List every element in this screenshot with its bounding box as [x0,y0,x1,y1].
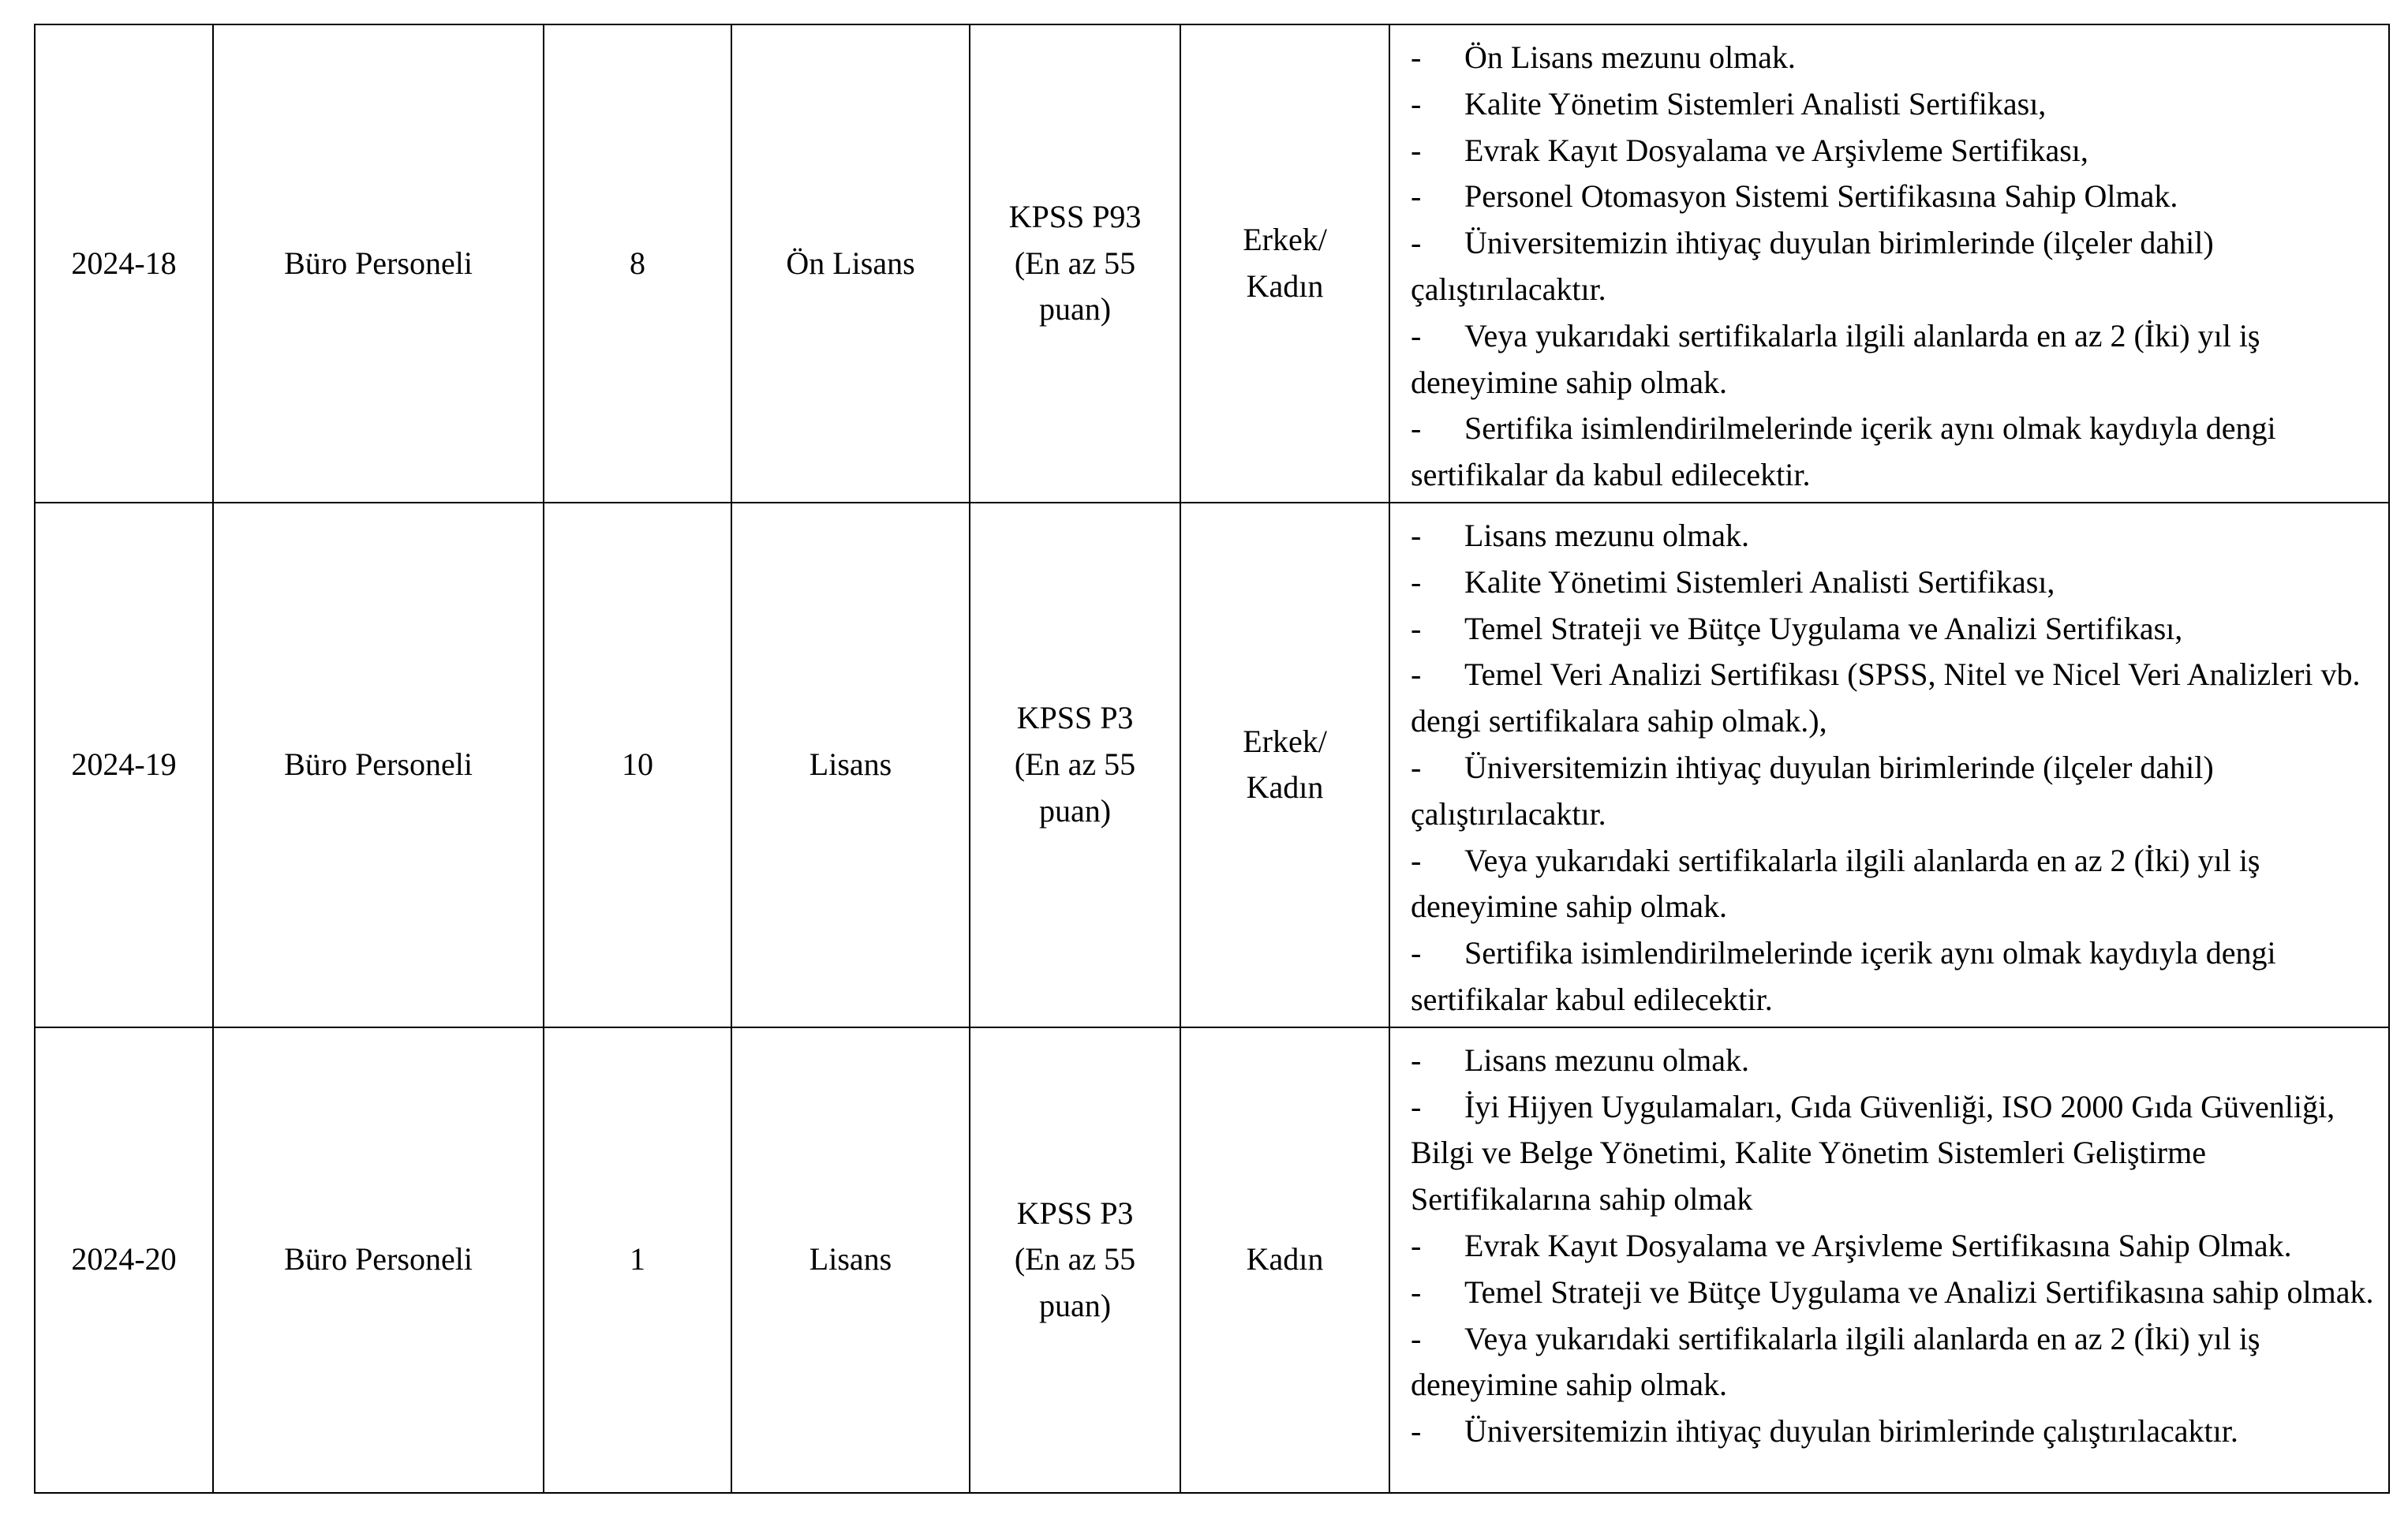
requirement-text: Personel Otomasyon Sistemi Sertifikasına Sahip Olmak. [1464,178,2178,215]
gender-line: Kadın [1246,267,1324,304]
requirement-item [1411,1270,2380,1316]
requirement-text: Veya yukarıdaki sertifikalarla ilgili alanlarda en az 2 (İki) yıl iş deneyimine sahip olmak. [1411,317,2260,400]
kpss-requirement-line: (En az 55 [1014,245,1136,281]
requirement-item [1411,1316,2380,1409]
requirement-text: İyi Hijyen Uygulamaları, Gıda Güvenliği, ISO 2000 Gıda Güvenliği, Bilgi ve Belge Yönetimi, Kalite Yönetim Sistemleri Geliştirme Sertifikalarına sahip olmak [1411,1088,2335,1218]
requirements-cell [1389,24,2389,503]
requirements-cell [1389,503,2389,1027]
table-row [35,503,2389,1027]
gender-line: Kadın [1246,1241,1324,1277]
bullet-dash: - [1411,317,1422,354]
requirement-item [1411,559,2380,606]
requirement-item [1411,745,2380,838]
gender [1180,503,1389,1027]
requirement-text: Sertifika isimlendirilmelerinde içerik aynı olmak kaydıyla dengi sertifikalar kabul edilecektir. [1411,935,2276,1017]
bullet-dash: - [1411,1320,1422,1356]
position-title: Büro Personeli [213,1027,544,1493]
kpss-requirement-line: puan) [1038,792,1112,829]
bullet-dash: - [1411,517,1422,553]
bullet-dash: - [1411,1042,1422,1078]
requirement-text: Evrak Kayıt Dosyalama ve Arşivleme Sertifikasına Sahip Olmak. [1464,1227,2292,1263]
kpss-requirement [970,503,1180,1027]
requirement-text: Temel Veri Analizi Sertifikası (SPSS, Nitel ve Nicel Veri Analizleri vb. dengi sertifikalara sahip olmak.), [1411,656,2361,739]
gender-line: Erkek/ [1243,222,1327,258]
bullet-dash: - [1411,225,1422,261]
requirement-item [1411,838,2380,931]
positions-table-body [35,24,2389,1493]
kpss-requirement-line: puan) [1038,291,1112,327]
bullet-dash: - [1411,1274,1422,1310]
position-code: 2024-19 [35,503,213,1027]
position-title: Büro Personeli [213,24,544,503]
bullet-dash: - [1411,178,1422,215]
kpss-requirement [970,24,1180,503]
kpss-requirement-line: (En az 55 [1014,1241,1136,1277]
requirement-item [1411,220,2380,313]
requirement-text: Lisans mezunu olmak. [1464,517,1750,553]
position-title: Büro Personeli [213,503,544,1027]
position-count: 8 [544,24,731,503]
positions-table [34,24,2390,1494]
requirement-text: Veya yukarıdaki sertifikalarla ilgili alanlarda en az 2 (İki) yıl iş deneyimine sahip olmak. [1411,842,2260,925]
education-level: Lisans [731,503,970,1027]
requirement-item [1411,930,2380,1023]
requirement-item [1411,128,2380,174]
gender [1180,1027,1389,1493]
table-row [35,24,2389,503]
requirement-item [1411,652,2380,745]
kpss-requirement [970,1027,1180,1493]
bullet-dash: - [1411,1413,1422,1450]
requirement-text: Üniversitemizin ihtiyaç duyulan birimlerinde (ilçeler dahil) çalıştırılacaktır. [1411,749,2214,832]
bullet-dash: - [1411,1227,1422,1263]
requirement-text: Lisans mezunu olmak. [1464,1042,1750,1078]
requirement-item [1411,313,2380,406]
gender-line: Kadın [1246,769,1324,806]
bullet-dash: - [1411,410,1422,447]
requirement-item [1411,174,2380,220]
bullet-dash: - [1411,749,1422,785]
requirement-text: Ön Lisans mezunu olmak. [1464,39,1796,75]
education-level: Lisans [731,1027,970,1493]
gender [1180,24,1389,503]
requirement-text: Evrak Kayıt Dosyalama ve Arşivleme Sertifikası, [1464,132,2088,168]
requirement-item [1411,513,2380,559]
kpss-requirement-line: KPSS P93 [1008,198,1142,234]
kpss-requirement-line: (En az 55 [1014,746,1136,782]
requirement-item [1411,1084,2380,1223]
gender-line: Erkek/ [1243,723,1327,759]
bullet-dash: - [1411,842,1422,878]
bullet-dash: - [1411,39,1422,75]
requirement-item [1411,606,2380,653]
bullet-dash: - [1411,85,1422,122]
requirement-item [1411,1038,2380,1084]
position-code: 2024-18 [35,24,213,503]
kpss-requirement-line: KPSS P3 [1016,1195,1134,1231]
requirement-item [1411,1223,2380,1270]
bullet-dash: - [1411,132,1422,168]
requirement-text: Üniversitemizin ihtiyaç duyulan birimlerinde (ilçeler dahil) çalıştırılacaktır. [1411,225,2214,307]
bullet-dash: - [1411,563,1422,600]
table-row [35,1027,2389,1493]
position-count: 10 [544,503,731,1027]
bullet-dash: - [1411,610,1422,646]
requirement-item [1411,406,2380,499]
kpss-requirement-line: puan) [1038,1288,1112,1324]
requirements-cell [1389,1027,2389,1493]
bullet-dash: - [1411,1088,1422,1124]
position-count: 1 [544,1027,731,1493]
requirement-text: Temel Strateji ve Bütçe Uygulama ve Analizi Sertifikasına sahip olmak. [1464,1274,2374,1310]
education-level: Ön Lisans [731,24,970,503]
bullet-dash: - [1411,656,1422,693]
requirement-text: Üniversitemizin ihtiyaç duyulan birimlerinde çalıştırılacaktır. [1464,1413,2238,1450]
requirement-text: Kalite Yönetimi Sistemleri Analisti Sertifikası, [1464,563,2055,600]
requirement-text: Kalite Yönetim Sistemleri Analisti Sertifikası, [1464,85,2047,122]
bullet-dash: - [1411,935,1422,971]
requirement-item [1411,1408,2380,1455]
requirement-item [1411,81,2380,128]
requirement-text: Sertifika isimlendirilmelerinde içerik aynı olmak kaydıyla dengi sertifikalar da kabul edilecektir. [1411,410,2276,493]
requirement-text: Temel Strateji ve Bütçe Uygulama ve Analizi Sertifikası, [1464,610,2183,646]
requirement-text: Veya yukarıdaki sertifikalarla ilgili alanlarda en az 2 (İki) yıl iş deneyimine sahip olmak. [1411,1320,2260,1403]
kpss-requirement-line: KPSS P3 [1016,700,1134,736]
position-code: 2024-20 [35,1027,213,1493]
requirement-item [1411,35,2380,81]
